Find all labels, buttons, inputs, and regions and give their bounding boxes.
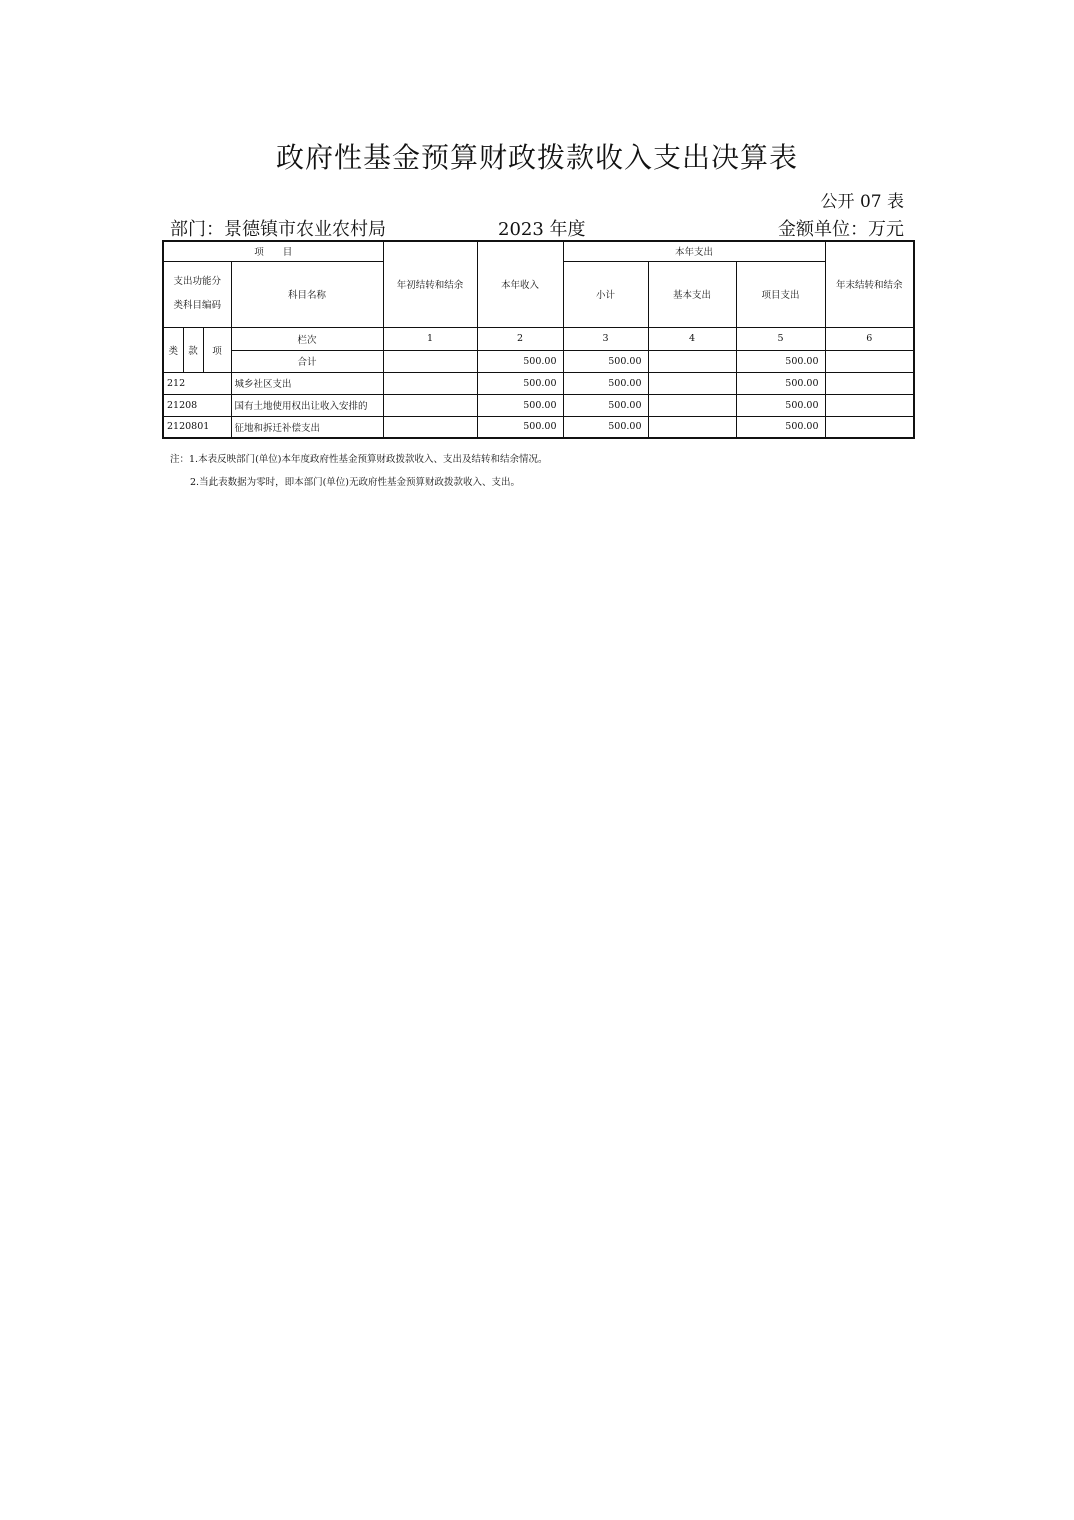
header-project: 项目支出 — [736, 261, 825, 327]
header-xiang: 项 — [203, 327, 231, 372]
row-basic — [648, 394, 736, 416]
total-income: 500.00 — [477, 350, 563, 372]
total-basic — [648, 350, 736, 372]
total-end — [825, 350, 914, 372]
row-end — [825, 372, 914, 394]
col-num-4: 4 — [648, 327, 736, 350]
header-end-balance: 年末结转和结余 — [825, 241, 914, 327]
row-subtotal: 500.00 — [563, 372, 648, 394]
row-income: 500.00 — [477, 394, 563, 416]
header-income: 本年收入 — [477, 241, 563, 327]
row-project: 500.00 — [736, 372, 825, 394]
footnote-1: 注：1.本表反映部门(单位)本年度政府性基金预算财政拨款收入、支出及结转和结余情况。 — [170, 454, 548, 465]
total-row — [163, 350, 914, 372]
page-title: 政府性基金预算财政拨款收入支出决算表 — [275, 141, 798, 174]
total-begin — [383, 350, 477, 372]
header-func-code — [163, 261, 231, 327]
header-item: 项 目 — [163, 241, 383, 261]
row-begin — [383, 416, 477, 438]
row-basic — [648, 416, 736, 438]
table-row — [163, 372, 914, 394]
header-basic: 基本支出 — [648, 261, 736, 327]
row-subtotal: 500.00 — [563, 394, 648, 416]
department-label: 部门：景德镇市农业农村局 — [170, 219, 386, 240]
amount-unit-label: 金额单位：万元 — [778, 219, 904, 240]
col-num-2: 2 — [477, 327, 563, 350]
row-income: 500.00 — [477, 372, 563, 394]
header-subtotal: 小计 — [563, 261, 648, 327]
header-func-code-line1: 支出功能分 — [173, 276, 221, 287]
row-begin — [383, 394, 477, 416]
col-num-5: 5 — [736, 327, 825, 350]
row-project: 500.00 — [736, 394, 825, 416]
row-project: 500.00 — [736, 416, 825, 438]
header-col-label: 栏次 — [231, 327, 383, 350]
footnote-2: 2.当此表数据为零时，即本部门(单位)无政府性基金预算财政拨款收入、支出。 — [190, 477, 520, 488]
header-kuan: 款 — [183, 327, 203, 372]
row-begin — [383, 372, 477, 394]
row-code: 21208 — [163, 394, 231, 416]
header-row-1 — [163, 241, 914, 261]
col-num-6: 6 — [825, 327, 914, 350]
row-name: 城乡社区支出 — [231, 372, 383, 394]
total-label: 合计 — [231, 350, 383, 372]
header-subject-name: 科目名称 — [231, 261, 383, 327]
row-end — [825, 416, 914, 438]
table-row — [163, 416, 914, 438]
footnotes — [170, 448, 547, 494]
col-num-3: 3 — [563, 327, 648, 350]
row-name: 征地和拆迁补偿支出 — [231, 416, 383, 438]
total-project: 500.00 — [736, 350, 825, 372]
budget-table — [162, 240, 915, 439]
row-subtotal: 500.00 — [563, 416, 648, 438]
row-code: 212 — [163, 372, 231, 394]
row-name: 国有土地使用权出让收入安排的 — [231, 394, 383, 416]
header-expense-group: 本年支出 — [563, 241, 825, 261]
row-end — [825, 394, 914, 416]
header-cls: 类 — [163, 327, 183, 372]
col-num-1: 1 — [383, 327, 477, 350]
row-basic — [648, 372, 736, 394]
table-row — [163, 394, 914, 416]
header-func-code-line2: 类科目编码 — [173, 300, 221, 311]
header-begin-balance: 年初结转和结余 — [383, 241, 477, 327]
total-subtotal: 500.00 — [563, 350, 648, 372]
form-number: 公开 07 表 — [820, 192, 904, 212]
fiscal-year-label: 2023 年度 — [498, 219, 586, 240]
row-income: 500.00 — [477, 416, 563, 438]
column-number-row — [163, 327, 914, 350]
row-code: 2120801 — [163, 416, 231, 438]
